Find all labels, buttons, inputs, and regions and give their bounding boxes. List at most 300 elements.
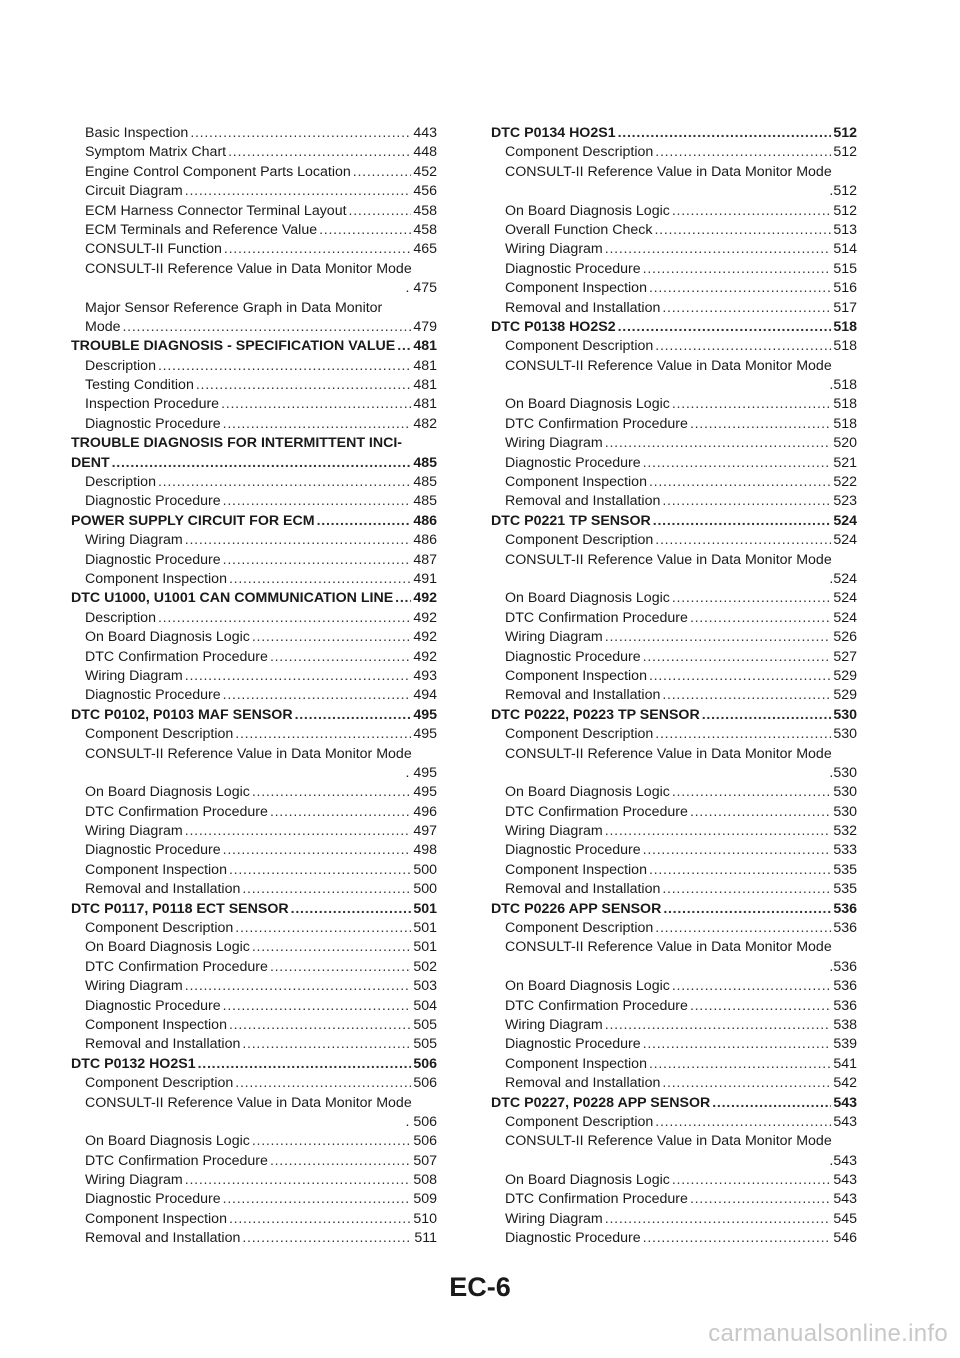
toc-entry: [491, 357, 857, 376]
toc-page-number: 524: [833, 590, 857, 607]
toc-entry-title: Diagnostic Procedure: [85, 1191, 221, 1208]
toc-entry: [491, 745, 857, 764]
toc-entry-title: DTC P0221 TP SENSOR: [491, 512, 651, 529]
toc-page-number: 512: [833, 202, 857, 219]
toc-entry: [71, 473, 437, 492]
toc-page-number: .530: [829, 764, 857, 781]
toc-dot-leader: [649, 667, 831, 686]
toc-entry: [491, 143, 857, 162]
toc-entry-title: Wiring Diagram: [505, 1016, 603, 1033]
toc-page-number: 503: [413, 978, 437, 995]
toc-page-number: 510: [413, 1210, 437, 1227]
toc-dot-leader: [672, 783, 832, 802]
toc-dot-leader: [235, 919, 411, 938]
toc-dot-leader: [655, 1113, 831, 1132]
toc-dot-leader: [643, 454, 832, 473]
toc-entry: [71, 395, 437, 414]
toc-entry-title: On Board Diagnosis Logic: [505, 202, 670, 219]
toc-entry: [491, 938, 857, 957]
toc-entry: [71, 1152, 437, 1171]
toc-entry: [491, 841, 857, 860]
toc-entry: [491, 628, 857, 647]
toc-entry-title: CONSULT-II Reference Value in Data Monitor Mode: [505, 939, 832, 956]
toc-dot-leader: [397, 337, 411, 356]
toc-entry-title: On Board Diagnosis Logic: [85, 939, 250, 956]
toc-entry: [71, 803, 437, 822]
toc-dot-leader: [655, 337, 831, 356]
toc-entry-title: TROUBLE DIAGNOSIS FOR INTERMITTENT INCI-: [71, 435, 403, 452]
toc-entry: [491, 299, 857, 318]
toc-entry: [491, 182, 857, 201]
toc-dot-leader: [252, 938, 412, 957]
toc-page-number: 502: [413, 958, 437, 975]
toc-entry: [491, 1055, 857, 1074]
toc-left-column: [71, 124, 437, 1249]
toc-entry: [71, 279, 437, 298]
toc-section-heading: [71, 454, 437, 473]
toc-entry-title: CONSULT-II Reference Value in Data Monitor Mode: [505, 745, 832, 762]
toc-entry: [71, 357, 437, 376]
toc-entry-title: Component Inspection: [505, 667, 647, 684]
toc-entry-title: Removal and Installation: [505, 1075, 661, 1092]
toc-entry-title: Basic Inspection: [85, 125, 189, 141]
toc-page-number: 505: [413, 1016, 437, 1033]
toc-entry-title: Diagnostic Procedure: [505, 454, 641, 471]
toc-dot-leader: [158, 609, 411, 628]
toc-dot-leader: [349, 202, 412, 221]
toc-entry: [71, 260, 437, 279]
toc-dot-leader: [663, 900, 831, 919]
toc-entry: [491, 783, 857, 802]
toc-page-number: 495: [413, 784, 437, 801]
toc-entry-title: CONSULT-II Function: [85, 241, 222, 258]
toc-page-number: 448: [413, 144, 437, 161]
toc-page-number: 524: [833, 512, 857, 529]
toc-entry-title: CONSULT-II Reference Value in Data Monitor Mode: [85, 745, 412, 762]
toc-dot-leader: [605, 434, 832, 453]
toc-entry-title: DTC Confirmation Procedure: [505, 415, 688, 432]
toc-entry-title: On Board Diagnosis Logic: [505, 784, 670, 801]
toc-entry-title: Description: [85, 609, 156, 626]
toc-dot-leader: [235, 1074, 411, 1093]
toc-entry: [491, 667, 857, 686]
toc-entry-title: Diagnostic Procedure: [505, 1036, 641, 1053]
toc-entry: [491, 240, 857, 259]
toc-entry-title: CONSULT-II Reference Value in Data Monitor Mode: [505, 357, 832, 374]
toc-page-number: 530: [833, 726, 857, 743]
toc-entry: [71, 163, 437, 182]
toc-dot-leader: [224, 240, 411, 259]
toc-dot-leader: [223, 841, 412, 860]
toc-dot-leader: [158, 473, 411, 492]
toc-dot-leader: [672, 202, 832, 221]
toc-page-number: 456: [413, 183, 437, 200]
toc-dot-leader: [185, 531, 412, 550]
toc-dot-leader: [198, 1055, 412, 1074]
toc-page-number: 524: [833, 609, 857, 626]
toc-entry-title: Wiring Diagram: [505, 823, 603, 840]
toc-page-number: 524: [833, 532, 857, 549]
toc-entry-title: Circuit Diagram: [85, 183, 183, 200]
toc-dot-leader: [196, 376, 411, 395]
toc-entry-title: Wiring Diagram: [505, 435, 603, 452]
toc-section-heading: [491, 706, 857, 725]
toc-page-number: 543: [833, 1113, 857, 1130]
toc-dot-leader: [228, 143, 411, 162]
toc-page-number: 481: [413, 357, 437, 374]
toc-entry-title: Diagnostic Procedure: [85, 551, 221, 568]
toc-page-number: 497: [413, 823, 437, 840]
toc-entry: [491, 337, 857, 356]
toc-entry: [71, 1113, 437, 1132]
toc-dot-leader: [690, 1190, 831, 1209]
toc-dot-leader: [655, 143, 831, 162]
toc-page-number: 512: [833, 144, 857, 161]
toc-entry-title: Wiring Diagram: [85, 532, 183, 549]
toc-section-heading: [71, 706, 437, 725]
toc-page-number: 508: [413, 1172, 437, 1189]
toc-dot-leader: [185, 1171, 412, 1190]
toc-page-number: 492: [413, 648, 437, 665]
toc-page-number: 479: [413, 318, 437, 335]
toc-page-number: 495: [413, 726, 437, 743]
toc-dot-leader: [242, 1229, 412, 1248]
watermark: carmanualsonline.info: [708, 1320, 948, 1347]
toc-dot-leader: [270, 1152, 411, 1171]
toc-page-number: 465: [413, 241, 437, 258]
toc-entry: [71, 1016, 437, 1035]
toc-dot-leader: [672, 395, 832, 414]
toc-entry: [71, 648, 437, 667]
toc-page-number: 545: [833, 1210, 857, 1227]
toc-page-number: . 475: [405, 280, 437, 297]
toc-entry: [491, 919, 857, 938]
toc-entry-title: DTC Confirmation Procedure: [85, 648, 268, 665]
toc-entry-title: DTC Confirmation Procedure: [505, 803, 688, 820]
toc-entry-title: On Board Diagnosis Logic: [85, 784, 250, 801]
toc-entry: [491, 454, 857, 473]
toc-page-number: 491: [413, 570, 437, 587]
toc-page-number: 520: [833, 435, 857, 452]
toc-page-number: 532: [833, 823, 857, 840]
toc-entry-title: Component Inspection: [85, 570, 227, 587]
toc-entry: [71, 958, 437, 977]
toc-entry: [71, 143, 437, 162]
toc-dot-leader: [655, 919, 831, 938]
toc-page-number: 521: [833, 454, 857, 471]
toc-page-number: 500: [413, 881, 437, 898]
toc-dot-leader: [672, 977, 832, 996]
toc-dot-leader: [618, 124, 832, 143]
toc-entry-title: Diagnostic Procedure: [85, 415, 221, 432]
toc-entry: [71, 1094, 437, 1113]
toc-page-number: 493: [413, 667, 437, 684]
toc-dot-leader: [252, 1132, 412, 1151]
toc-entry: [491, 395, 857, 414]
toc-page-number: 486: [413, 512, 437, 529]
toc-dot-leader: [158, 357, 411, 376]
toc-entry: [491, 376, 857, 395]
toc-entry: [71, 1229, 437, 1248]
toc-entry: [491, 803, 857, 822]
toc-entry: [491, 1132, 857, 1151]
toc-entry: [71, 977, 437, 996]
toc-page-number: 522: [833, 474, 857, 491]
toc-page-number: 527: [833, 648, 857, 665]
toc-dot-leader: [317, 512, 412, 531]
toc-section-heading: [491, 318, 857, 337]
toc-page-number: 513: [833, 221, 857, 238]
toc-entry-title: Wiring Diagram: [85, 1172, 183, 1189]
toc-entry: [491, 570, 857, 589]
toc-entry: [71, 182, 437, 201]
toc-entry-title: Diagnostic Procedure: [505, 1230, 641, 1247]
toc-entry-title: ECM Terminals and Reference Value: [85, 221, 318, 238]
toc-dot-leader: [270, 958, 411, 977]
toc-entry-title: On Board Diagnosis Logic: [505, 1172, 670, 1189]
toc-page-number: 506: [413, 1055, 437, 1072]
toc-page-number: 546: [833, 1230, 857, 1247]
toc-page-number: 529: [833, 667, 857, 684]
toc-page-number: 543: [833, 1172, 857, 1189]
toc-entry-title: DTC Confirmation Procedure: [505, 997, 688, 1014]
toc-dot-leader: [712, 1094, 831, 1113]
toc-dot-leader: [662, 686, 831, 705]
toc-entry: [491, 163, 857, 182]
toc-dot-leader: [291, 900, 412, 919]
toc-dot-leader: [235, 725, 411, 744]
toc-entry: [491, 434, 857, 453]
toc-dot-leader: [662, 299, 831, 318]
toc-entry: [491, 648, 857, 667]
toc-entry: [71, 745, 437, 764]
toc-section-heading: [71, 434, 437, 453]
toc-entry-title: DTC P0226 APP SENSOR: [491, 900, 662, 917]
toc-dot-leader: [672, 589, 832, 608]
toc-entry: [71, 686, 437, 705]
toc-entry: [71, 783, 437, 802]
toc-page-number: 543: [833, 1094, 857, 1111]
toc-entry-title: DTC P0132 HO2S1: [71, 1055, 196, 1072]
toc-page-number: 496: [413, 803, 437, 820]
toc-entry-title: Component Inspection: [505, 861, 647, 878]
toc-entry-title: Symptom Matrix Chart: [85, 144, 227, 161]
toc-entry-title: Removal and Installation: [505, 881, 661, 898]
toc-entry-title: On Board Diagnosis Logic: [505, 396, 670, 413]
toc-entry: [71, 318, 437, 337]
toc-dot-leader: [643, 841, 832, 860]
toc-entry-title: DTC P0117, P0118 ECT SENSOR: [71, 900, 289, 917]
toc-entry: [491, 977, 857, 996]
toc-entry: [491, 1171, 857, 1190]
toc-entry: [491, 1016, 857, 1035]
toc-entry-title: Component Description: [505, 726, 654, 743]
toc-entry-title: Component Inspection: [85, 1210, 227, 1227]
toc-page-number: 518: [833, 396, 857, 413]
toc-page-number: .524: [829, 570, 857, 587]
toc-entry: [491, 279, 857, 298]
toc-page-number: 481: [413, 338, 437, 355]
toc-dot-leader: [252, 783, 412, 802]
toc-entry-title: Diagnostic Procedure: [85, 997, 221, 1014]
toc-page-number: 458: [413, 221, 437, 238]
toc-entry: [71, 299, 437, 318]
toc-entry: [491, 531, 857, 550]
toc-dot-leader: [223, 686, 412, 705]
toc-entry: [491, 725, 857, 744]
toc-dot-leader: [185, 182, 412, 201]
toc-entry: [71, 628, 437, 647]
toc-dot-leader: [270, 803, 411, 822]
toc-entry: [491, 861, 857, 880]
toc-dot-leader: [618, 318, 832, 337]
toc-entry-title: CONSULT-II Reference Value in Data Monitor Mode: [505, 163, 832, 180]
toc-dot-leader: [123, 318, 412, 337]
toc-entry: [71, 997, 437, 1016]
toc-entry-title: Diagnostic Procedure: [505, 648, 641, 665]
toc-page-number: 518: [833, 415, 857, 432]
toc-entry: [491, 1210, 857, 1229]
toc-dot-leader: [395, 589, 411, 608]
toc-section-heading: [491, 900, 857, 919]
toc-page-number: 506: [413, 1075, 437, 1092]
toc-page-number: 530: [833, 803, 857, 820]
toc-entry: [71, 1074, 437, 1093]
toc-section-heading: [491, 1094, 857, 1113]
toc-page-number: . 506: [405, 1113, 437, 1130]
toc-entry: [491, 221, 857, 240]
toc-entry: [71, 240, 437, 259]
toc-entry-title: Major Sensor Reference Graph in Data Monitor: [85, 299, 383, 316]
toc-page-number: 481: [413, 396, 437, 413]
toc-page-number: 516: [833, 280, 857, 297]
toc-dot-leader: [643, 260, 832, 279]
toc-page-number: . 495: [405, 764, 437, 781]
toc-page-number: 452: [413, 163, 437, 180]
toc-entry-title: CONSULT-II Reference Value in Data Monitor Mode: [85, 1094, 412, 1111]
toc-dot-leader: [643, 1229, 832, 1248]
toc-dot-leader: [185, 977, 412, 996]
toc-section-heading: [71, 337, 437, 356]
toc-entry: [491, 473, 857, 492]
toc-dot-leader: [662, 492, 831, 511]
toc-entry-title: DTC Confirmation Procedure: [85, 803, 268, 820]
toc-entry: [71, 822, 437, 841]
toc-dot-leader: [252, 628, 412, 647]
toc-entry-title: Component Inspection: [505, 1055, 647, 1072]
toc-entry-title: Description: [85, 474, 156, 491]
toc-entry-title: Wiring Diagram: [85, 667, 183, 684]
toc-entry-title: Component Description: [505, 338, 654, 355]
toc-entry: [71, 1035, 437, 1054]
toc-dot-leader: [649, 473, 831, 492]
toc-entry-title: DTC P0102, P0103 MAF SENSOR: [71, 706, 293, 723]
toc-entry-title: CONSULT-II Reference Value in Data Monitor Mode: [505, 1133, 832, 1150]
toc-entry-title: Component Description: [505, 920, 654, 937]
toc-entry-title: CONSULT-II Reference Value in Data Monitor Mode: [505, 551, 832, 568]
toc-page-number: 492: [413, 609, 437, 626]
toc-entry: [71, 1171, 437, 1190]
toc-entry-title: Component Inspection: [505, 280, 647, 297]
toc-right-column: [491, 124, 857, 1249]
toc-entry-title: Removal and Installation: [85, 881, 241, 898]
toc-dot-leader: [229, 570, 411, 589]
toc-entry-title: Wiring Diagram: [505, 1210, 603, 1227]
toc-entry-title: DTC P0227, P0228 APP SENSOR: [491, 1094, 711, 1111]
toc-entry: [491, 589, 857, 608]
toc-entry: [71, 492, 437, 511]
toc-dot-leader: [223, 415, 412, 434]
toc-dot-leader: [655, 531, 831, 550]
toc-page-number: 536: [833, 900, 857, 917]
toc-dot-leader: [643, 648, 832, 667]
toc-entry-title: Wiring Diagram: [505, 629, 603, 646]
toc-entry-title: Component Description: [505, 532, 654, 549]
toc-entry: [71, 919, 437, 938]
toc-dot-leader: [605, 240, 832, 259]
toc-entry: [491, 1190, 857, 1209]
toc-page-number: 536: [833, 920, 857, 937]
toc-entry-title: Removal and Installation: [85, 1036, 241, 1053]
toc-dot-leader: [672, 1171, 832, 1190]
toc-entry-title: TROUBLE DIAGNOSIS - SPECIFICATION VALUE: [71, 338, 396, 355]
toc-entry: [491, 1074, 857, 1093]
toc-section-heading: [491, 512, 857, 531]
toc-entry: [71, 570, 437, 589]
toc-section-heading: [491, 124, 857, 143]
toc-entry-title: DENT: [71, 454, 110, 471]
toc-entry-title: Component Description: [85, 726, 234, 743]
toc-entry: [71, 376, 437, 395]
toc-entry-title: Component Inspection: [85, 861, 227, 878]
toc-dot-leader: [190, 124, 411, 143]
toc-dot-leader: [185, 667, 412, 686]
toc-dot-leader: [223, 1190, 412, 1209]
toc-entry-title: DTC Confirmation Procedure: [85, 958, 268, 975]
toc-entry-title: Diagnostic Procedure: [505, 842, 641, 859]
toc-entry: [491, 415, 857, 434]
toc-dot-leader: [662, 880, 831, 899]
toc-dot-leader: [605, 1016, 832, 1035]
toc-entry: [491, 822, 857, 841]
toc-page-number: 492: [413, 629, 437, 646]
toc-page-number: 495: [413, 706, 437, 723]
toc-entry-title: Diagnostic Procedure: [85, 842, 221, 859]
toc-page-number: 530: [833, 784, 857, 801]
toc-entry: [71, 202, 437, 221]
toc-page-number: 498: [413, 842, 437, 859]
toc-dot-leader: [229, 861, 411, 880]
toc-page-number: 494: [413, 687, 437, 704]
toc-entry: [71, 725, 437, 744]
toc-page-number: 511: [414, 1230, 437, 1247]
toc-dot-leader: [295, 706, 412, 725]
toc-entry-title: On Board Diagnosis Logic: [505, 978, 670, 995]
toc-entry-title: Removal and Installation: [505, 299, 661, 316]
toc-entry: [71, 531, 437, 550]
toc-entry: [491, 1113, 857, 1132]
toc-entry: [491, 202, 857, 221]
toc-dot-leader: [690, 803, 831, 822]
toc-entry-title: DTC U1000, U1001 CAN COMMUNICATION LINE: [71, 590, 394, 607]
toc-entry-title: Component Description: [505, 144, 654, 161]
toc-dot-leader: [690, 415, 831, 434]
toc-entry: [491, 492, 857, 511]
toc-entry: [71, 1190, 437, 1209]
toc-entry: [71, 841, 437, 860]
toc-dot-leader: [662, 1074, 831, 1093]
toc-entry: [71, 1132, 437, 1151]
